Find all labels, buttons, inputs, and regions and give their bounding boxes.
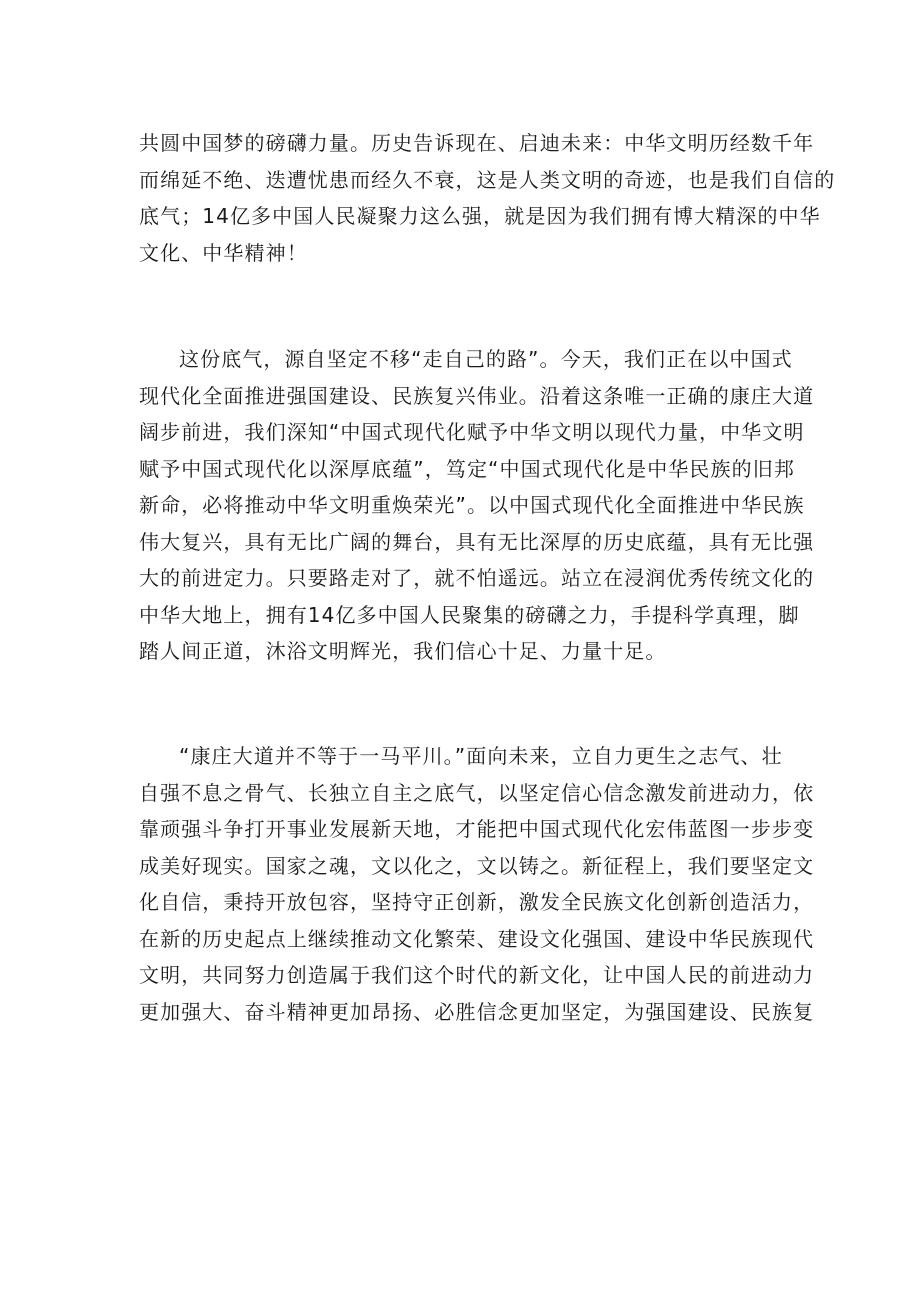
paragraph-3 bbox=[139, 738, 815, 1030]
text-line: 自强不息之骨气、长独立自主之底气，以坚定信心信念激发前进动力，依 bbox=[139, 780, 815, 805]
text-line: 化自信，秉持开放包容，坚持守正创新，激发全民族文化创新创造活力， bbox=[139, 890, 815, 914]
text-line: 底气；14亿多中国人民凝聚力这么强，就是因为我们拥有博大精深的中华 bbox=[139, 204, 821, 228]
text-line: 新命，必将推动中华文明重焕荣光”。以中国式现代化全面推进中华民族 bbox=[139, 493, 805, 517]
text-line: 伟大复兴，具有无比广阔的舞台，具有无比深厚的历史底蕴，具有无比强 bbox=[139, 529, 815, 554]
text-line: 文化、中华精神！ bbox=[139, 240, 308, 265]
text-line: 中华大地上，拥有14亿多中国人民聚集的磅礴之力，手提科学真理，脚 bbox=[139, 602, 800, 627]
paragraph-1 bbox=[139, 125, 836, 271]
text-line: 靠顽强斗争打开事业发展新天地，才能把中国式现代化宏伟蓝图一步步变 bbox=[139, 817, 815, 841]
text-line: 共圆中国梦的磅礴力量。历史告诉现在、启迪未来：中华文明历经数千年 bbox=[139, 131, 815, 155]
text-line: 更加强大、奋斗精神更加昂扬、必胜信念更加坚定，为强国建设、民族复 bbox=[139, 999, 815, 1024]
text-line: 在新的历史起点上继续推动文化繁荣、建设文化强国、建设中华民族现代 bbox=[139, 926, 815, 951]
text-line: “康庄大道并不等于一马平川。”面向未来，立自力更生之志气、壮 bbox=[179, 744, 783, 768]
text-line: 而绵延不绝、迭遭忧患而经久不衰，这是人类文明的奇迹，也是我们自信的 bbox=[139, 167, 836, 192]
paragraph-2 bbox=[139, 341, 815, 670]
text-line: 这份底气，源自坚定不移“走自己的路”。今天，我们正在以中国式 bbox=[179, 347, 793, 371]
text-line: 现代化全面推进强国建设、民族复兴伟业。沿着这条唯一正确的康庄大道 bbox=[139, 383, 815, 408]
text-line: 赋予中国式现代化以深厚底蕴”，笃定“中国式现代化是中华民族的旧邦 bbox=[139, 456, 795, 481]
text-line: 大的前进定力。只要路走对了，就不怕遥远。站立在浸润优秀传统文化的 bbox=[139, 566, 815, 590]
text-line: 踏人间正道，沐浴文明辉光，我们信心十足、力量十足。 bbox=[139, 639, 667, 663]
text-line: 阔步前进，我们深知“中国式现代化赋予中华文明以现代力量，中华文明 bbox=[139, 420, 805, 444]
text-line: 成美好现实。国家之魂，文以化之，文以铸之。新征程上，我们要坚定文 bbox=[139, 853, 815, 878]
text-line: 文明，共同努力创造属于我们这个时代的新文化，让中国人民的前进动力 bbox=[139, 963, 815, 987]
